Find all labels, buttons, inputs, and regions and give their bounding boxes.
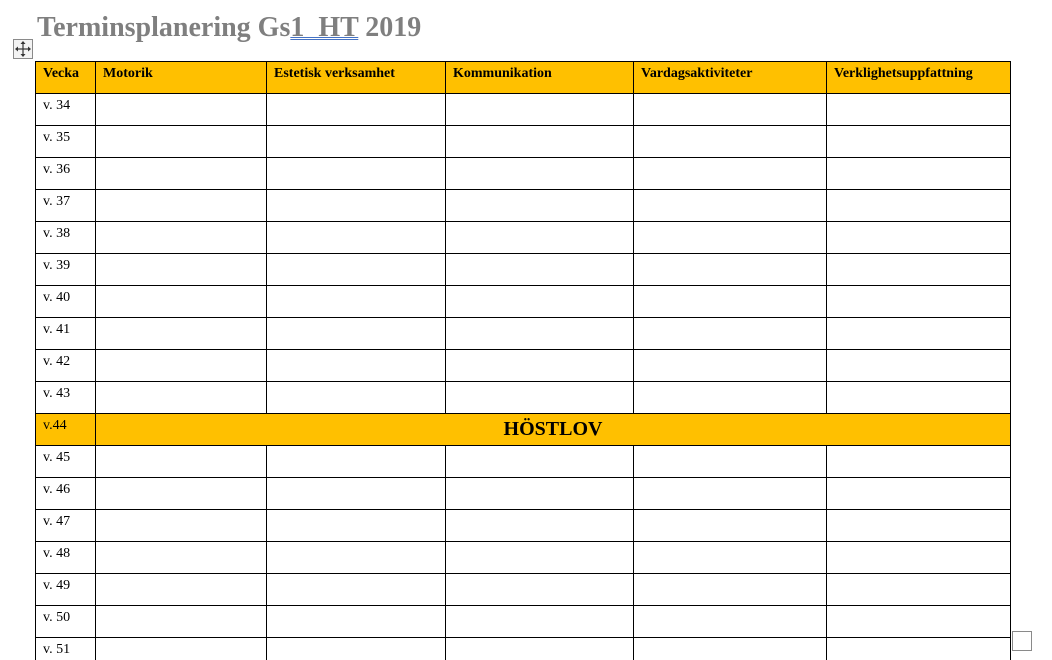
verklighet-cell[interactable] (827, 574, 1011, 606)
vardag-cell[interactable] (634, 158, 827, 190)
motorik-cell[interactable] (96, 126, 267, 158)
verklighet-cell[interactable] (827, 318, 1011, 350)
vardag-cell[interactable] (634, 94, 827, 126)
week-cell[interactable]: v. 36 (36, 158, 96, 190)
verklighet-cell[interactable] (827, 542, 1011, 574)
verklighet-cell[interactable] (827, 254, 1011, 286)
estetisk-cell[interactable] (267, 478, 446, 510)
motorik-cell[interactable] (96, 318, 267, 350)
vardag-cell[interactable] (634, 286, 827, 318)
table-row (36, 542, 1011, 574)
verklighet-cell[interactable] (827, 190, 1011, 222)
vardag-cell[interactable] (634, 638, 827, 660)
verklighet-cell[interactable] (827, 94, 1011, 126)
vardag-cell[interactable] (634, 606, 827, 638)
table-row (36, 478, 1011, 510)
holiday-row (36, 414, 1011, 446)
estetisk-cell[interactable] (267, 574, 446, 606)
kommunikation-cell[interactable] (446, 222, 634, 254)
estetisk-cell[interactable] (267, 222, 446, 254)
motorik-cell[interactable] (96, 542, 267, 574)
header-estetisk-verksamhet[interactable]: Estetisk verksamhet (267, 62, 446, 94)
week-cell[interactable]: v. 50 (36, 606, 96, 638)
table-row (36, 94, 1011, 126)
kommunikation-cell[interactable] (446, 638, 634, 660)
motorik-cell[interactable] (96, 222, 267, 254)
week-cell[interactable]: v. 38 (36, 222, 96, 254)
estetisk-cell[interactable] (267, 158, 446, 190)
verklighet-cell[interactable] (827, 638, 1011, 660)
estetisk-cell[interactable] (267, 446, 446, 478)
motorik-cell[interactable] (96, 158, 267, 190)
verklighet-cell[interactable] (827, 382, 1011, 414)
move-arrows-icon (14, 40, 32, 58)
estetisk-cell[interactable] (267, 286, 446, 318)
week-cell[interactable]: v. 35 (36, 126, 96, 158)
estetisk-cell[interactable] (267, 254, 446, 286)
motorik-cell[interactable] (96, 606, 267, 638)
vardag-cell[interactable] (634, 254, 827, 286)
vardag-cell[interactable] (634, 478, 827, 510)
kommunikation-cell[interactable] (446, 254, 634, 286)
header-vecka[interactable]: Vecka (36, 62, 96, 94)
table-row (36, 254, 1011, 286)
kommunikation-cell[interactable] (446, 606, 634, 638)
vardag-cell[interactable] (634, 574, 827, 606)
holiday-label[interactable]: HÖSTLOV (96, 414, 1011, 446)
estetisk-cell[interactable] (267, 382, 446, 414)
kommunikation-cell[interactable] (446, 478, 634, 510)
table-row (36, 382, 1011, 414)
kommunikation-cell[interactable] (446, 94, 634, 126)
estetisk-cell[interactable] (267, 510, 446, 542)
header-verklighetsuppfattning[interactable]: Verklighetsuppfattning (827, 62, 1011, 94)
motorik-cell[interactable] (96, 254, 267, 286)
verklighet-cell[interactable] (827, 126, 1011, 158)
table-row (36, 606, 1011, 638)
verklighet-cell[interactable] (827, 222, 1011, 254)
estetisk-cell[interactable] (267, 190, 446, 222)
verklighet-cell[interactable] (827, 478, 1011, 510)
week-cell[interactable]: v. 37 (36, 190, 96, 222)
vardag-cell[interactable] (634, 446, 827, 478)
planning-table (35, 61, 1011, 660)
table-row (36, 318, 1011, 350)
week-cell[interactable]: v. 43 (36, 382, 96, 414)
table-header-row (36, 62, 1011, 94)
week-cell[interactable]: v. 49 (36, 574, 96, 606)
verklighet-cell[interactable] (827, 606, 1011, 638)
vardag-cell[interactable] (634, 542, 827, 574)
table-row (36, 126, 1011, 158)
vardag-cell[interactable] (634, 222, 827, 254)
table-row (36, 190, 1011, 222)
motorik-cell[interactable] (96, 574, 267, 606)
table-move-handle[interactable] (13, 39, 33, 59)
motorik-cell[interactable] (96, 286, 267, 318)
table-row (36, 638, 1011, 660)
motorik-cell[interactable] (96, 478, 267, 510)
motorik-cell[interactable] (96, 190, 267, 222)
vardag-cell[interactable] (634, 382, 827, 414)
motorik-cell[interactable] (96, 94, 267, 126)
verklighet-cell[interactable] (827, 158, 1011, 190)
kommunikation-cell[interactable] (446, 382, 634, 414)
kommunikation-cell[interactable] (446, 542, 634, 574)
motorik-cell[interactable] (96, 350, 267, 382)
title-suffix: 2019 (358, 12, 422, 43)
table-row (36, 222, 1011, 254)
vardag-cell[interactable] (634, 350, 827, 382)
page-title (37, 11, 421, 45)
verklighet-cell[interactable] (827, 286, 1011, 318)
table-row (36, 158, 1011, 190)
week-cell[interactable]: v. 51 (36, 638, 96, 660)
table-row (36, 510, 1011, 542)
week-cell[interactable]: v. 47 (36, 510, 96, 542)
kommunikation-cell[interactable] (446, 190, 634, 222)
vardag-cell[interactable] (634, 190, 827, 222)
kommunikation-cell[interactable] (446, 126, 634, 158)
kommunikation-cell[interactable] (446, 286, 634, 318)
table-row (36, 574, 1011, 606)
motorik-cell[interactable] (96, 638, 267, 660)
week-cell[interactable]: v.44 (36, 414, 96, 446)
estetisk-cell[interactable] (267, 350, 446, 382)
vardag-cell[interactable] (634, 510, 827, 542)
table-row (36, 350, 1011, 382)
table-row (36, 286, 1011, 318)
header-kommunikation[interactable]: Kommunikation (446, 62, 634, 94)
week-cell[interactable]: v. 34 (36, 94, 96, 126)
vardag-cell[interactable] (634, 126, 827, 158)
estetisk-cell[interactable] (267, 638, 446, 660)
kommunikation-cell[interactable] (446, 446, 634, 478)
verklighet-cell[interactable] (827, 350, 1011, 382)
motorik-cell[interactable] (96, 382, 267, 414)
verklighet-cell[interactable] (827, 446, 1011, 478)
header-vardagsaktiviteter[interactable]: Vardagsaktiviteter (634, 62, 827, 94)
motorik-cell[interactable] (96, 446, 267, 478)
motorik-cell[interactable] (96, 510, 267, 542)
table-resize-handle[interactable] (1012, 631, 1032, 651)
kommunikation-cell[interactable] (446, 350, 634, 382)
estetisk-cell[interactable] (267, 318, 446, 350)
vardag-cell[interactable] (634, 318, 827, 350)
week-cell[interactable]: v. 45 (36, 446, 96, 478)
kommunikation-cell[interactable] (446, 158, 634, 190)
week-cell[interactable]: v. 42 (36, 350, 96, 382)
week-cell[interactable]: v. 39 (36, 254, 96, 286)
week-cell[interactable]: v. 41 (36, 318, 96, 350)
verklighet-cell[interactable] (827, 510, 1011, 542)
week-cell[interactable]: v. 48 (36, 542, 96, 574)
kommunikation-cell[interactable] (446, 574, 634, 606)
week-cell[interactable]: v. 40 (36, 286, 96, 318)
estetisk-cell[interactable] (267, 542, 446, 574)
table-row (36, 446, 1011, 478)
week-cell[interactable]: v. 46 (36, 478, 96, 510)
estetisk-cell[interactable] (267, 94, 446, 126)
kommunikation-cell[interactable] (446, 318, 634, 350)
estetisk-cell[interactable] (267, 126, 446, 158)
title-underlined: 1 HT (290, 12, 359, 43)
kommunikation-cell[interactable] (446, 510, 634, 542)
title-prefix: Terminsplanering Gs (37, 12, 291, 43)
estetisk-cell[interactable] (267, 606, 446, 638)
header-motorik[interactable]: Motorik (96, 62, 267, 94)
